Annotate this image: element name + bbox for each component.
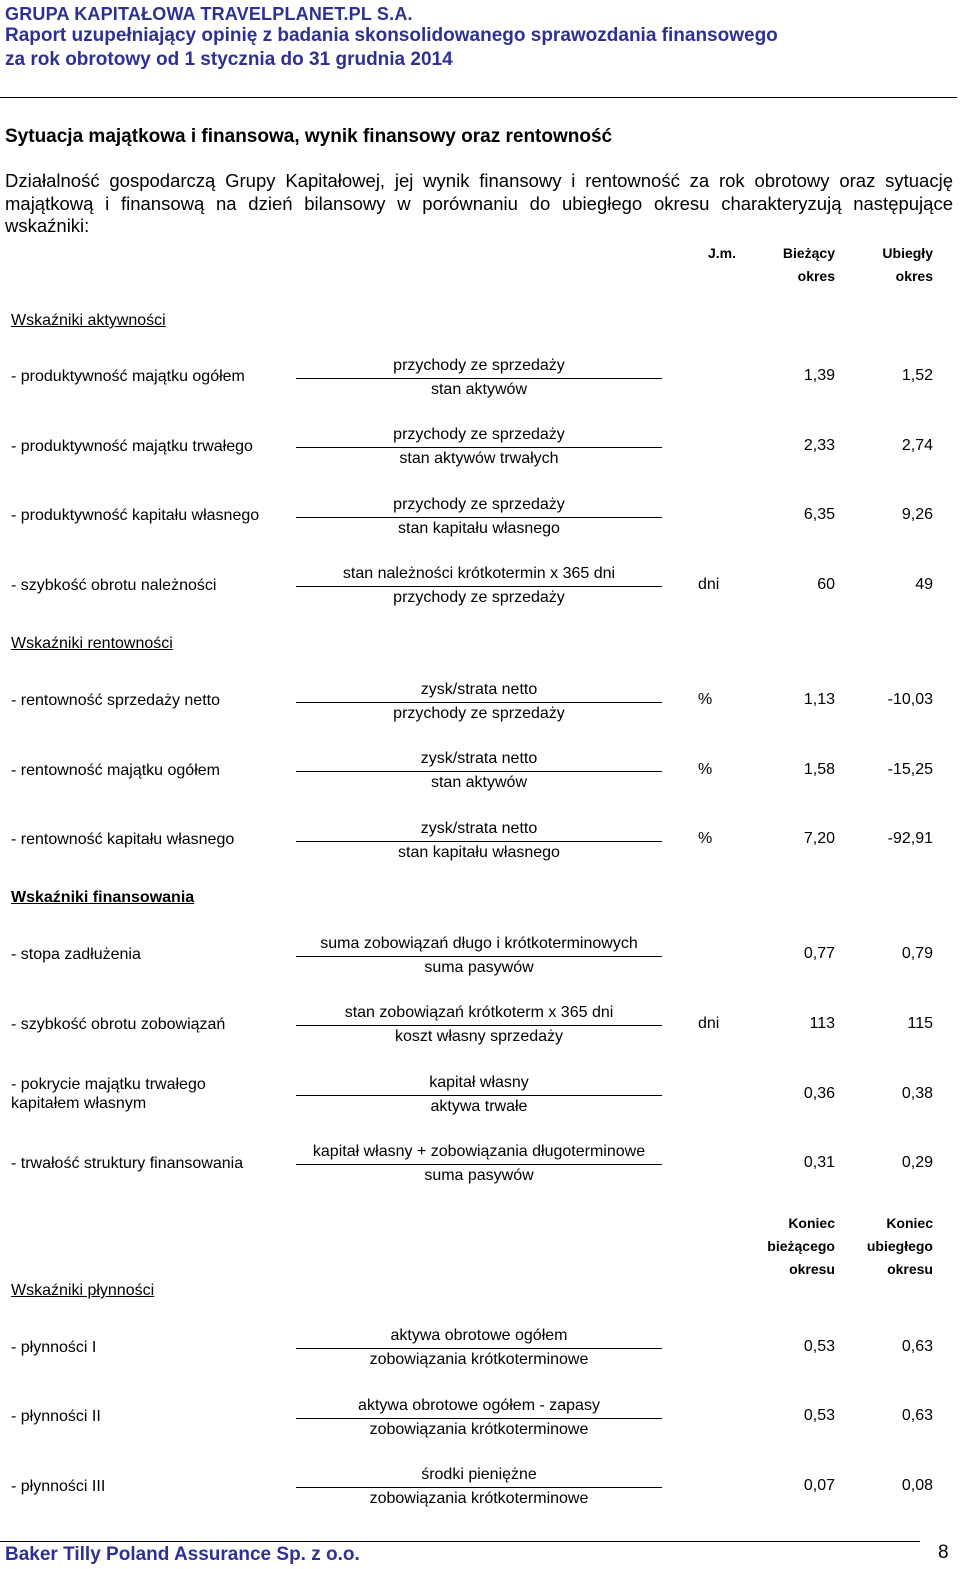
row-label: - szybkość obrotu zobowiązań — [11, 1016, 226, 1033]
column-current-header-1: Bieżący — [782, 245, 835, 261]
previous-value: 0,38 — [901, 1085, 933, 1102]
previous-value: 0,29 — [901, 1154, 933, 1171]
fraction-line — [296, 702, 662, 703]
column-previous-header-1: Ubiegły — [882, 245, 933, 261]
formula-numerator: przychody ze sprzedaży — [393, 426, 565, 443]
fraction-line — [296, 447, 662, 448]
current-value: 1,39 — [803, 367, 835, 384]
ratio-formula — [296, 496, 662, 542]
previous-value: 0,63 — [901, 1338, 933, 1355]
formula-denominator: stan aktywów trwałych — [399, 450, 559, 467]
fraction-line — [296, 956, 662, 957]
current-value: 113 — [809, 1015, 835, 1032]
column-previous-header-2: okres — [895, 268, 933, 284]
unit-value: dni — [698, 576, 720, 593]
current-value: 0,53 — [803, 1338, 835, 1355]
previous-value: 0,63 — [901, 1407, 933, 1424]
fraction-line — [296, 1487, 662, 1488]
fraction-line — [296, 586, 662, 587]
ratio-formula — [296, 1004, 662, 1050]
formula-denominator: zobowiązania krótkoterminowe — [369, 1421, 589, 1438]
formula-denominator: przychody ze sprzedaży — [393, 589, 565, 606]
current-value: 0,77 — [803, 945, 835, 962]
fraction-line — [296, 1348, 662, 1349]
formula-numerator: stan zobowiązań krótkoterm x 365 dni — [344, 1004, 614, 1021]
formula-denominator: koszt własny sprzedaży — [394, 1028, 564, 1045]
fraction-line — [296, 841, 662, 842]
document-header — [5, 4, 778, 72]
footer-divider — [0, 1541, 920, 1542]
formula-denominator: aktywa trwałe — [430, 1098, 528, 1115]
column-end-previous-header-2: ubiegłego — [866, 1238, 933, 1254]
row-label: - produktywność majątku trwałego — [11, 438, 253, 455]
group-heading-activity: Wskaźniki aktywności — [11, 312, 166, 329]
formula-numerator: kapitał własny + zobowiązania długoterminowe — [312, 1143, 646, 1160]
formula-numerator: przychody ze sprzedaży — [393, 357, 565, 374]
formula-denominator: stan aktywów — [430, 774, 528, 791]
formula-numerator: stan należności krótkotermin x 365 dni — [342, 565, 616, 582]
unit-value: dni — [698, 1015, 720, 1032]
row-label: - pokrycie majątku trwałego — [11, 1076, 206, 1093]
current-value: 0,07 — [803, 1477, 835, 1494]
row-label: - rentowność majątku ogółem — [11, 762, 220, 779]
fraction-line — [296, 771, 662, 772]
current-value: 1,13 — [803, 691, 835, 708]
header-divider — [0, 97, 957, 98]
row-label: - trwałość struktury finansowania — [11, 1155, 244, 1172]
header-period: za rok obrotowy od 1 stycznia do 31 grudnia 2014 — [5, 49, 453, 70]
group-heading-profitability: Wskaźniki rentowności — [11, 635, 173, 652]
current-value: 60 — [817, 576, 835, 593]
current-value: 6,35 — [803, 506, 835, 523]
ratio-formula — [296, 1074, 662, 1120]
fraction-line — [296, 1164, 662, 1165]
ratio-formula — [296, 681, 662, 727]
formula-denominator: suma pasywów — [424, 959, 534, 976]
previous-value: 115 — [907, 1015, 933, 1032]
formula-numerator: zysk/strata netto — [420, 750, 538, 767]
formula-denominator: stan kapitału własnego — [398, 844, 560, 861]
row-label: - płynności III — [11, 1478, 106, 1495]
ratio-formula — [296, 750, 662, 796]
header-company: GRUPA KAPITAŁOWA TRAVELPLANET.PL S.A. — [5, 4, 413, 24]
row-label: - rentowność sprzedaży netto — [11, 692, 220, 709]
fraction-line — [296, 1418, 662, 1419]
page-number: 8 — [938, 1542, 949, 1563]
previous-value: 0,79 — [901, 945, 933, 962]
column-end-current-header-2: bieżącego — [767, 1238, 835, 1254]
group-heading-financing: Wskaźniki finansowania — [11, 889, 195, 906]
formula-denominator: suma pasywów — [424, 1167, 534, 1184]
formula-numerator: kapitał własny — [429, 1074, 529, 1091]
group-heading-liquidity: Wskaźniki płynności — [11, 1282, 155, 1299]
column-end-previous-header-3: okresu — [887, 1261, 933, 1277]
formula-denominator: stan aktywów — [430, 381, 528, 398]
ratio-formula — [296, 1466, 662, 1512]
ratio-formula — [296, 426, 662, 472]
unit-value: % — [698, 830, 713, 847]
current-value: 7,20 — [803, 830, 835, 847]
previous-value: 49 — [915, 576, 933, 593]
formula-numerator: aktywa obrotowe ogółem - zapasy — [358, 1397, 600, 1414]
unit-value: % — [698, 761, 713, 778]
previous-value: -92,91 — [887, 830, 933, 847]
previous-value: 2,74 — [901, 437, 933, 454]
row-label: - płynności II — [11, 1408, 101, 1425]
fraction-line — [296, 378, 662, 379]
current-value: 0,53 — [803, 1407, 835, 1424]
fraction-line — [296, 1025, 662, 1026]
row-label: - stopa zadłużenia — [11, 946, 141, 963]
previous-value: 1,52 — [901, 367, 933, 384]
formula-numerator: aktywa obrotowe ogółem — [390, 1327, 568, 1344]
column-end-current-header-3: okresu — [789, 1261, 835, 1277]
fraction-line — [296, 1095, 662, 1096]
formula-denominator: zobowiązania krótkoterminowe — [369, 1490, 589, 1507]
intro-paragraph — [5, 170, 953, 238]
column-unit-header: J.m. — [707, 245, 736, 261]
ratio-formula — [296, 935, 662, 981]
column-end-current-header-1: Koniec — [788, 1215, 835, 1231]
section-title: Sytuacja majątkowa i finansowa, wynik finansowy oraz rentowność — [5, 126, 613, 147]
ratio-formula — [296, 357, 662, 403]
row-label: - produktywność majątku ogółem — [11, 368, 245, 385]
ratio-formula — [296, 1327, 662, 1373]
current-value: 0,36 — [803, 1085, 835, 1102]
previous-value: -15,25 — [887, 761, 933, 778]
column-end-previous-header-1: Koniec — [886, 1215, 933, 1231]
current-value: 0,31 — [803, 1154, 835, 1171]
fraction-line — [296, 517, 662, 518]
ratio-formula — [296, 565, 662, 611]
current-value: 2,33 — [803, 437, 835, 454]
column-current-header-2: okres — [797, 268, 835, 284]
formula-numerator: zysk/strata netto — [420, 820, 538, 837]
formula-denominator: przychody ze sprzedaży — [393, 705, 565, 722]
previous-value: -10,03 — [887, 691, 933, 708]
unit-value: % — [698, 691, 713, 708]
header-report-title: Raport uzupełniający opinię z badania skonsolidowanego sprawozdania finansowego — [5, 25, 778, 46]
row-label: - szybkość obrotu należności — [11, 577, 217, 594]
row-label: - rentowność kapitału własnego — [11, 831, 235, 848]
current-value: 1,58 — [803, 761, 835, 778]
formula-numerator: środki pieniężne — [421, 1466, 537, 1483]
formula-numerator: suma zobowiązań długo i krótkoterminowych — [320, 935, 638, 952]
ratio-formula — [296, 820, 662, 866]
previous-value: 0,08 — [901, 1477, 933, 1494]
ratio-formula — [296, 1143, 662, 1189]
formula-denominator: stan kapitału własnego — [398, 520, 560, 537]
row-label: - produktywność kapitału własnego — [11, 507, 260, 524]
formula-denominator: zobowiązania krótkoterminowe — [369, 1351, 589, 1368]
row-label-continuation: kapitałem własnym — [11, 1095, 147, 1112]
previous-value: 9,26 — [901, 506, 933, 523]
ratio-formula — [296, 1397, 662, 1443]
formula-numerator: zysk/strata netto — [420, 681, 538, 698]
formula-numerator: przychody ze sprzedaży — [393, 496, 565, 513]
row-label: - płynności I — [11, 1339, 97, 1356]
intro-text: Działalność gospodarczą Grupy Kapitałowej, jej wynik finansowy i rentowność za rok obrotowy oraz sytuację majątkową i finansową na dzień bilansowy w porównaniu do ubiegłego okresu charakteryzują następujące wskaźniki: — [5, 170, 953, 236]
footer-company: Baker Tilly Poland Assurance Sp. z o.o. — [5, 1544, 360, 1565]
